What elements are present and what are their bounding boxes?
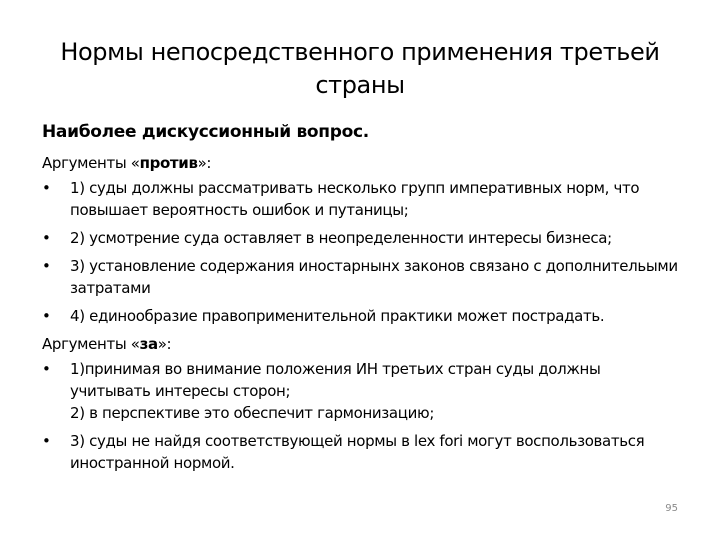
arguments-against-keyword: против [139, 154, 198, 172]
slide-content [42, 152, 682, 480]
slide-title: Нормы непосредственного применения третьей страны [60, 38, 660, 99]
bullet-icon: • [42, 179, 51, 197]
arguments-against-list [42, 177, 682, 327]
list-item-text: 1)принимая во внимание положения ИН третьих стран суды должны учитывать интересы сторон; [70, 360, 601, 400]
bullet-icon: • [42, 257, 51, 275]
list-item [42, 358, 682, 424]
arguments-for-list [42, 358, 682, 474]
list-item-text: 3) суды не найдя соответствующей нормы в lex fori могут воспользоваться иностранной нормой. [70, 432, 645, 472]
list-item-text: 2) в перспективе это обеспечит гармонизацию; [70, 404, 435, 422]
list-item [42, 305, 682, 327]
arguments-against-heading [42, 152, 682, 174]
list-item-text: 2) усмотрение суда оставляет в неопределенности интересы бизнеса; [70, 229, 612, 247]
list-item [42, 255, 682, 299]
list-item-text: 3) установление содержания иностарнынх законов связано с дополнительыми затратами [70, 257, 678, 297]
arguments-for-suffix: »: [157, 335, 172, 353]
bullet-icon: • [42, 360, 51, 378]
slide-subtitle: Наиболее дискуссионный вопрос. [42, 122, 369, 142]
arguments-against-suffix: »: [197, 154, 212, 172]
page-number: 95 [665, 503, 678, 514]
arguments-for-heading [42, 333, 682, 355]
list-item [42, 227, 682, 249]
arguments-for-keyword: за [139, 335, 158, 353]
bullet-icon: • [42, 229, 51, 247]
list-item [42, 430, 682, 474]
arguments-against-prefix: Аргументы « [42, 154, 140, 172]
list-item [42, 177, 682, 221]
bullet-icon: • [42, 432, 51, 450]
bullet-icon: • [42, 307, 51, 325]
list-item-text: 1) суды должны рассматривать несколько групп императивных норм, что повышает вероятность ошибок и путаницы; [70, 179, 640, 219]
list-item-text: 4) единообразие правоприменительной практики может пострадать. [70, 307, 605, 325]
arguments-for-prefix: Аргументы « [42, 335, 140, 353]
